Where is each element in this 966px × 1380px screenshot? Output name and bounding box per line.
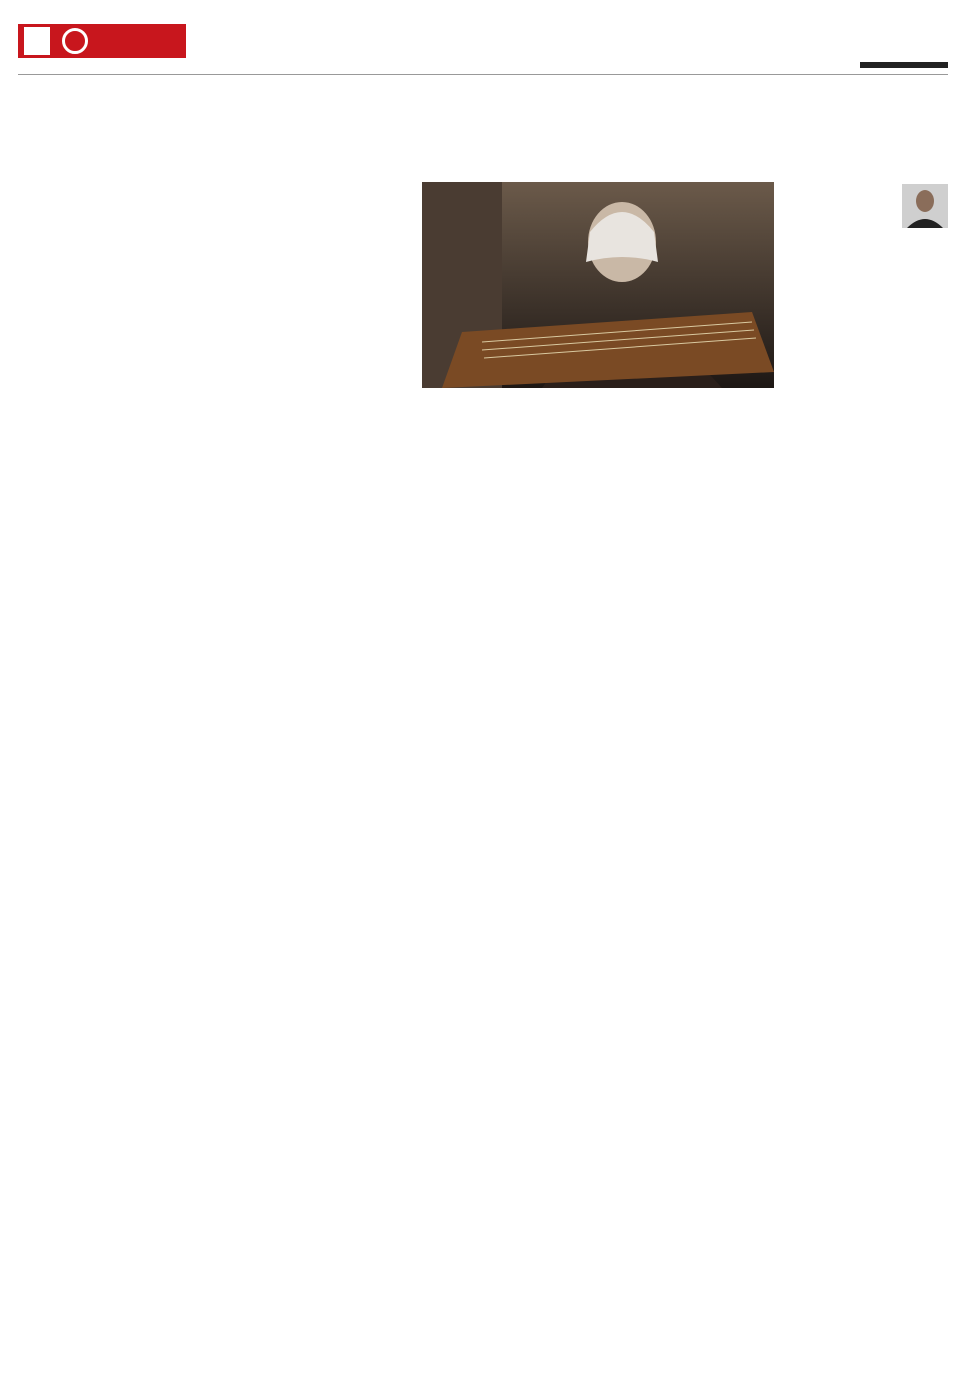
logo-bar: [860, 62, 948, 68]
article-column-2: [422, 392, 600, 674]
section-tab[interactable]: [18, 24, 186, 58]
musician-photo: [422, 182, 774, 388]
article-column-2b: [604, 392, 770, 674]
masthead-divider: [18, 74, 948, 75]
article-column-1: [776, 210, 948, 674]
masthead: [18, 24, 948, 72]
section-emblem-icon: [62, 28, 88, 54]
newspaper-logo[interactable]: [860, 24, 948, 70]
logo-wordmark: [860, 24, 948, 60]
page-number: [24, 27, 50, 55]
